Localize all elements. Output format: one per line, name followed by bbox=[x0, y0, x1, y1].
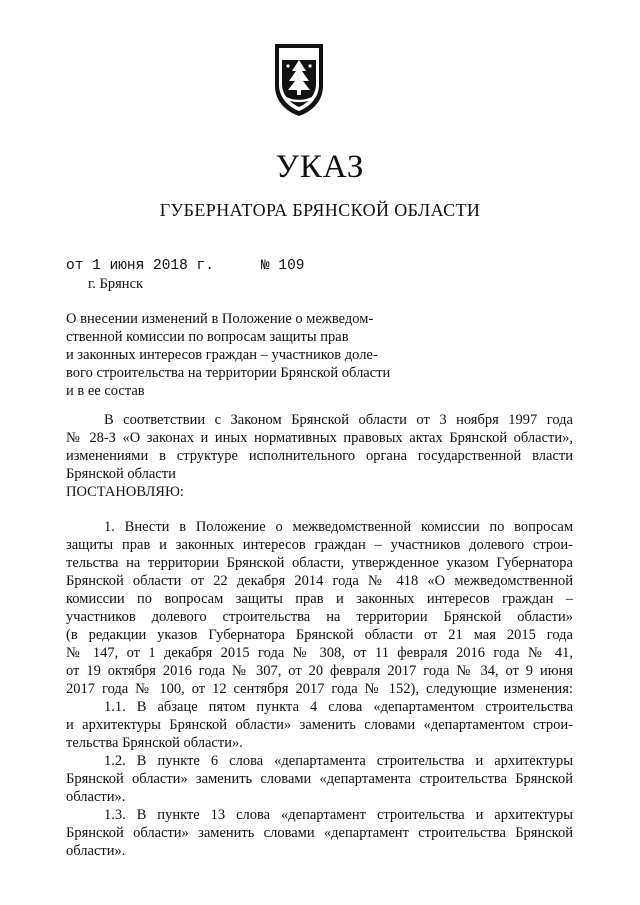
coat-of-arms-icon bbox=[271, 40, 327, 118]
item-1-line: 1. Внести в Положение о межведомственной комиссии по вопросам bbox=[104, 519, 573, 535]
document-number: № 109 bbox=[261, 258, 305, 274]
document-issuer: ГУБЕРНАТОРА БРЯНСКОЙ ОБЛАСТИ bbox=[159, 200, 481, 220]
item-1-1-line: тельства Брянской области». bbox=[66, 735, 243, 751]
heading-line: и в ее состав bbox=[66, 383, 145, 399]
document-body bbox=[66, 411, 573, 860]
heading-line: ственной комиссии по вопросам защиты прав bbox=[66, 329, 349, 345]
document-city: г. Брянск bbox=[88, 276, 144, 292]
item-1-3-line: области». bbox=[66, 843, 126, 859]
preamble-line: № 28-З «О законах и иных нормативных правовых актах Брянской области», bbox=[66, 430, 573, 446]
item-1-line: участников долевого строительства на территории Брянской области» bbox=[66, 609, 573, 625]
heading-line: и законных интересов граждан – участников доле- bbox=[66, 347, 378, 363]
document-date: от 1 июня 2018 г. bbox=[66, 258, 214, 274]
item-1-line: защиты прав и законных интересов граждан – участников долевого строи- bbox=[66, 537, 573, 553]
document-title: УКАЗ bbox=[275, 149, 365, 185]
item-1-3-line: 1.3. В пункте 13 слова «департамент строительства и архитектуры bbox=[104, 807, 573, 823]
item-1-line: (в редакции указов Губернатора Брянской области от 21 мая 2015 года bbox=[66, 627, 573, 643]
preamble-line: изменениями в структуре исполнительного органа государственной власти bbox=[66, 448, 573, 464]
item-1-2-line: 1.2. В пункте 6 слова «департамента строительства и архитектуры bbox=[104, 753, 573, 769]
heading-line: вого строительства на территории Брянской области bbox=[66, 365, 391, 381]
preamble-line: В соответствии с Законом Брянской области от 3 ноября 1997 года bbox=[104, 412, 573, 428]
item-1-line: от 19 октября 2016 года № 307, от 20 февраля 2017 года № 34, от 9 июня bbox=[66, 663, 573, 679]
item-1-line: комиссии по вопросам защиты прав и законных интересов граждан – bbox=[66, 591, 573, 607]
item-1-1-line: 1.1. В абзаце пятом пункта 4 слова «департаментом строительства bbox=[104, 699, 573, 715]
item-1-2-line: области». bbox=[66, 789, 126, 805]
item-1-line: № 147, от 1 декабря 2015 года № 308, от 11 февраля 2016 года № 41, bbox=[66, 645, 573, 661]
item-1-3-line: Брянской области» заменить словами «департамент строительства Брянской bbox=[66, 825, 573, 841]
document-heading bbox=[66, 310, 391, 400]
item-1-line: Брянской области от 22 декабря 2014 года № 418 «О межведомственной bbox=[66, 573, 573, 589]
resolve-word: ПОСТАНОВЛЯЮ: bbox=[66, 484, 184, 500]
item-1-2-line: Брянской области» заменить словами «департамента строительства Брянской bbox=[66, 771, 573, 787]
item-1-line: тельства на территории Брянской области, утвержденное указом Губернатора bbox=[66, 555, 573, 571]
item-1-1-line: и архитектуры Брянской области» заменить словами «департаментом строи- bbox=[66, 717, 573, 733]
item-1-line: 2017 года № 100, от 12 сентября 2017 года № 152), следующие изменения: bbox=[66, 681, 573, 697]
heading-line: О внесении изменений в Положение о межведом- bbox=[66, 311, 374, 327]
preamble-line: Брянской области bbox=[66, 466, 176, 482]
